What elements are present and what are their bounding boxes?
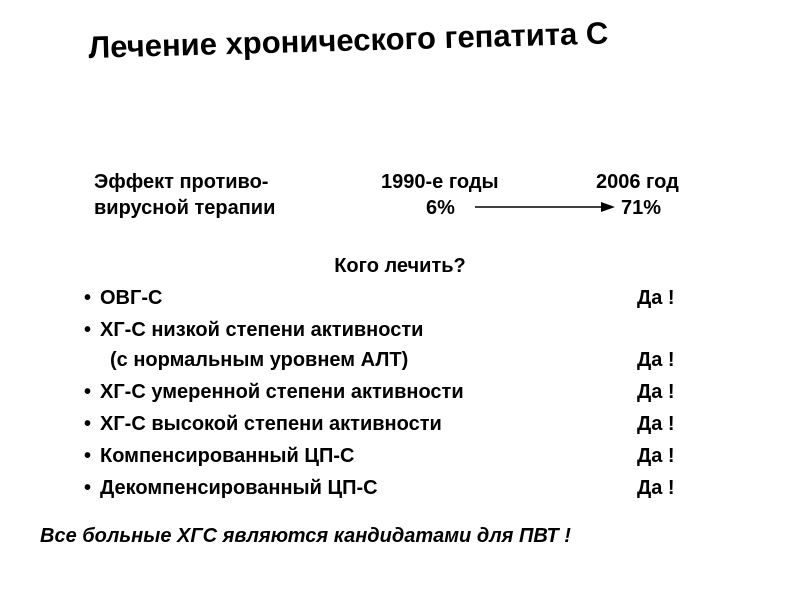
period-1990s-label: 1990-е годы: [381, 171, 499, 193]
trend-arrow-icon: [475, 200, 615, 214]
list-item-text: ХГ-С низкой степени активности: [100, 319, 424, 341]
list-item-answer: Да !: [637, 287, 675, 309]
bullet-icon: •: [84, 287, 92, 309]
list-item-answer: Да !: [637, 381, 675, 403]
list-item: [84, 444, 354, 468]
effect-label-line1: Эффект противо-: [94, 171, 269, 193]
list-item: [84, 380, 464, 404]
list-item-text: ОВГ-С: [100, 287, 163, 309]
list-item-answer: Да !: [637, 477, 675, 499]
period-2006-value: 71%: [621, 197, 662, 219]
list-item-text: ХГ-С высокой степени активности: [100, 413, 442, 435]
list-item-text: ХГ-С умеренной степени активности: [100, 381, 464, 403]
period-2006-label: 2006 год: [596, 171, 679, 193]
list-item: [84, 412, 442, 436]
bullet-icon: •: [84, 445, 92, 467]
list-item-text: (с нормальным уровнем АЛТ): [110, 349, 409, 371]
slide-title: Лечение хронического гепатита С: [88, 15, 609, 65]
list-item-continuation: [110, 348, 408, 372]
bullet-icon: •: [84, 413, 92, 435]
list-item-answer: Да !: [637, 413, 675, 435]
bullet-icon: •: [84, 477, 92, 499]
list-item-answer: Да !: [637, 349, 675, 371]
effect-label-line2: вирусной терапии: [94, 197, 276, 219]
list-item-text: Декомпенсированный ЦП-С: [100, 477, 378, 499]
list-item-answer: Да !: [637, 445, 675, 467]
conclusion-text: Все больные ХГС являются кандидатами для ПВТ !: [40, 525, 571, 547]
list-item: [84, 286, 162, 310]
list-item: [84, 318, 423, 342]
list-item: [84, 476, 378, 500]
period-1990s-value: 6%: [426, 197, 455, 219]
who-to-treat-heading: Кого лечить?: [334, 255, 466, 277]
bullet-icon: •: [84, 381, 92, 403]
bullet-icon: •: [84, 319, 92, 341]
list-item-text: Компенсированный ЦП-С: [100, 445, 355, 467]
